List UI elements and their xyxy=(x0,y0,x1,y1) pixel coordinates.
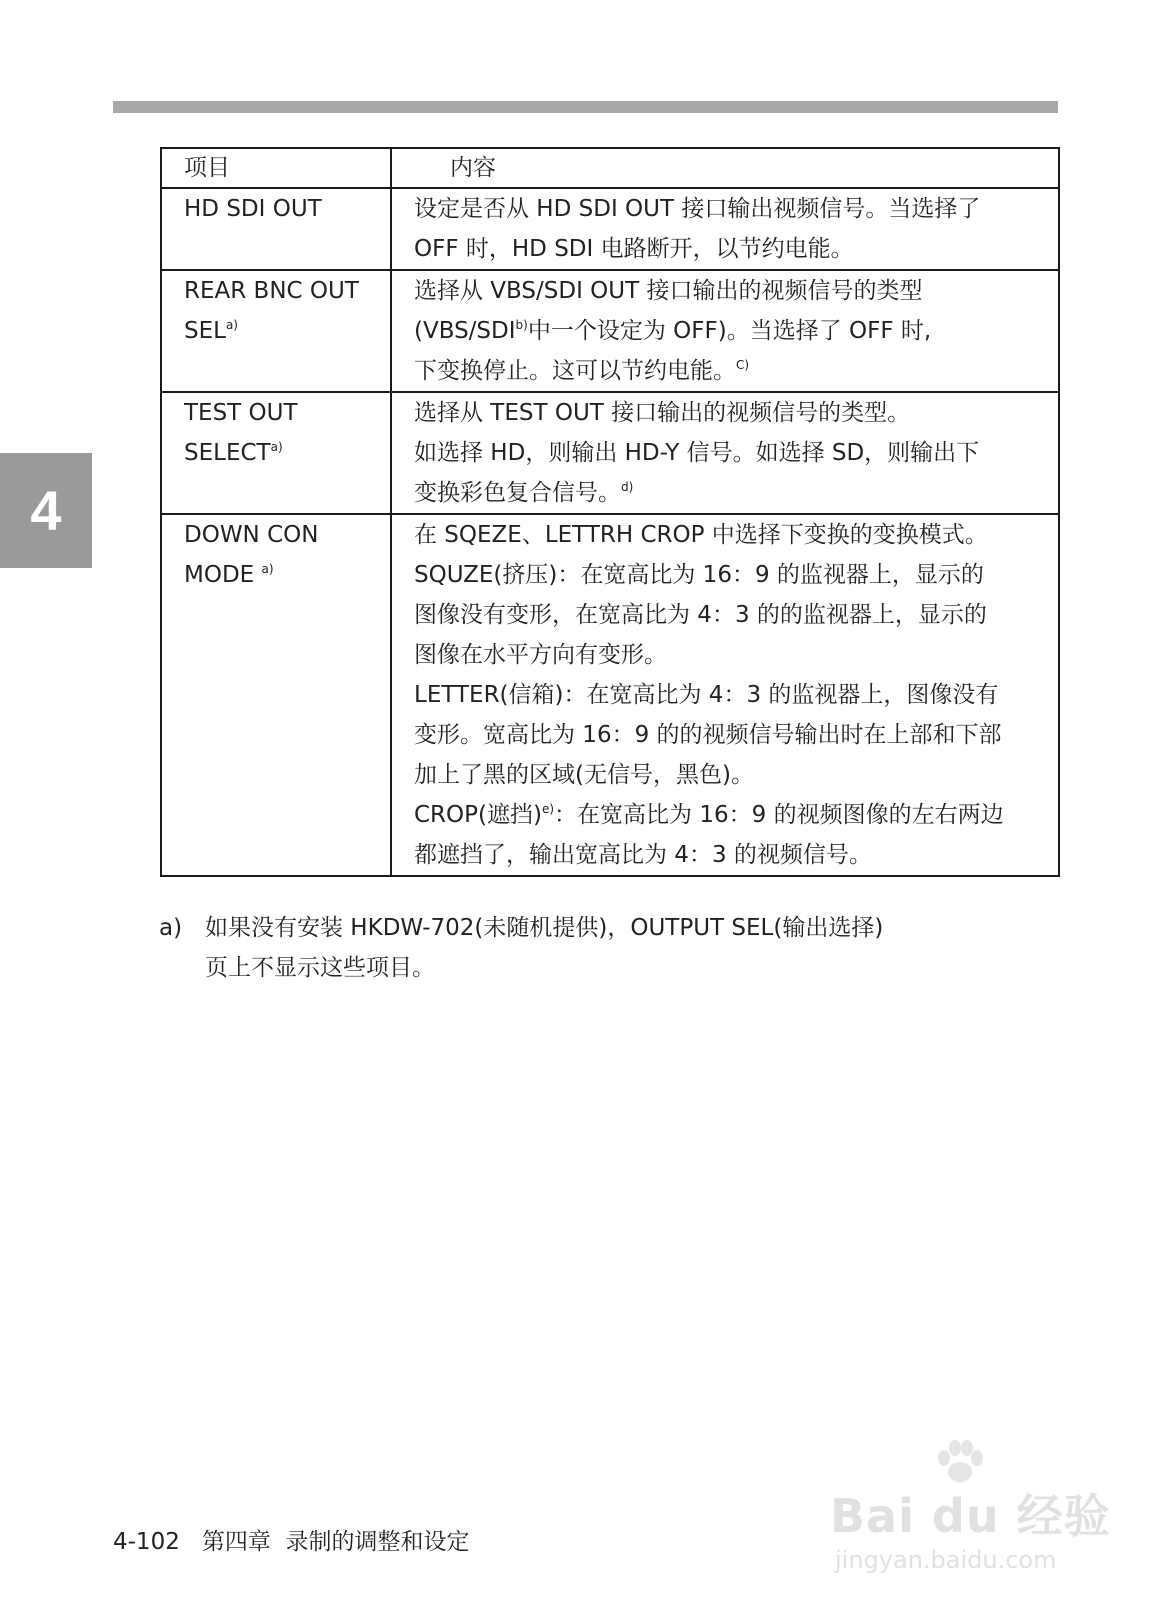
settings-table xyxy=(160,147,1060,877)
column-header-content: 内容 xyxy=(391,148,1059,188)
chapter-tab: 4 xyxy=(0,453,92,568)
row-item-cell xyxy=(161,514,391,876)
content-text: 中一个设定为 OFF)。当选择了 OFF 时, xyxy=(527,318,932,344)
content-line: 图像没有变形，在宽高比为 4：3 的的监视器上，显示的 xyxy=(414,602,987,628)
footnote-text xyxy=(205,908,883,988)
content-line: 变形。宽高比为 16：9 的的视频信号输出时在上部和下部 xyxy=(414,722,1002,748)
content-line: 设定是否从 HD SDI OUT 接口输出视频信号。当选择了 xyxy=(414,196,981,222)
item-label: TEST OUT xyxy=(184,400,298,426)
footnote-ref: b) xyxy=(515,318,528,332)
table-row xyxy=(161,270,1059,392)
item-label: SEL xyxy=(184,318,226,344)
footnote-ref: a) xyxy=(261,562,274,576)
item-label-line xyxy=(184,311,380,351)
item-label-line xyxy=(184,433,380,473)
content-line: 在 SQEZE、LETTRH CROP 中选择下变换的变换模式。 xyxy=(414,522,988,548)
table-row xyxy=(161,392,1059,514)
watermark-brand: Bai du 经验 xyxy=(830,1489,1111,1543)
row-content-cell xyxy=(391,514,1059,876)
footnote-ref: C) xyxy=(736,358,750,372)
chapter-title: 第四章 录制的调整和设定 xyxy=(201,1529,470,1555)
content-line: 如选择 HD，则输出 HD-Y 信号。如选择 SD，则输出下 xyxy=(414,440,980,466)
row-content-cell xyxy=(391,392,1059,514)
content-text: (VBS/SDI xyxy=(414,318,516,344)
item-label: REAR BNC OUT xyxy=(184,278,359,304)
content-text: 下变换停止。这可以节约电能。 xyxy=(414,358,736,384)
table-row xyxy=(161,514,1059,876)
top-rule xyxy=(113,101,1058,113)
content-line: 图像在水平方向有变形。 xyxy=(414,642,667,668)
baidu-watermark xyxy=(830,1438,1111,1598)
footnote-mark: a) xyxy=(159,915,183,941)
page-footer xyxy=(113,1523,469,1556)
content-line: 加上了黑的区域(无信号，黑色)。 xyxy=(414,762,754,788)
content-text: 变换彩色复合信号。 xyxy=(414,480,621,506)
item-label: DOWN CON xyxy=(184,522,319,548)
footnote-ref: e) xyxy=(541,802,555,816)
row-item-cell xyxy=(161,392,391,514)
content-line-wrap xyxy=(414,795,1054,835)
footnote-line: 如果没有安装 HKDW-702(未随机提供)，OUTPUT SEL(输出选择) xyxy=(205,915,884,941)
item-label: HD SDI OUT xyxy=(184,196,322,222)
content-line: 选择从 VBS/SDI OUT 接口输出的视频信号的类型 xyxy=(414,278,923,304)
watermark-url: jingyan.baidu.com xyxy=(835,1546,1057,1574)
content-line: 都遮挡了，输出宽高比为 4：3 的视频信号。 xyxy=(414,842,872,868)
row-item-cell xyxy=(161,270,391,392)
content-line: LETTER(信箱)：在宽高比为 4：3 的监视器上，图像没有 xyxy=(414,682,999,708)
content-line-wrap xyxy=(414,351,1054,391)
content-line: OFF 时，HD SDI 电路断开，以节约电能。 xyxy=(414,236,854,262)
content-line-wrap xyxy=(414,473,1054,513)
item-label: SELECT xyxy=(184,440,271,466)
footnote-ref: d) xyxy=(621,480,634,494)
item-label: MODE xyxy=(184,562,262,588)
content-text: CROP(遮挡) xyxy=(414,802,542,828)
page-number: 4-102 xyxy=(113,1529,180,1555)
row-item-cell xyxy=(161,188,391,270)
content-line: 选择从 TEST OUT 接口输出的视频信号的类型。 xyxy=(414,400,911,426)
content-text: ：在宽高比为 16：9 的视频图像的左右两边 xyxy=(554,802,1004,828)
footnote-ref: a) xyxy=(270,440,283,454)
item-label-line xyxy=(184,555,380,595)
content-line-wrap xyxy=(414,311,1054,351)
footnote-ref: a) xyxy=(225,318,238,332)
table-header-row xyxy=(161,148,1059,188)
row-content-cell xyxy=(391,270,1059,392)
column-header-item: 项目 xyxy=(161,148,391,188)
footnote-line: 页上不显示这些项目。 xyxy=(205,955,435,981)
table-row xyxy=(161,188,1059,270)
content-line: SQUZE(挤压)：在宽高比为 16：9 的监视器上，显示的 xyxy=(414,562,984,588)
row-content-cell xyxy=(391,188,1059,270)
